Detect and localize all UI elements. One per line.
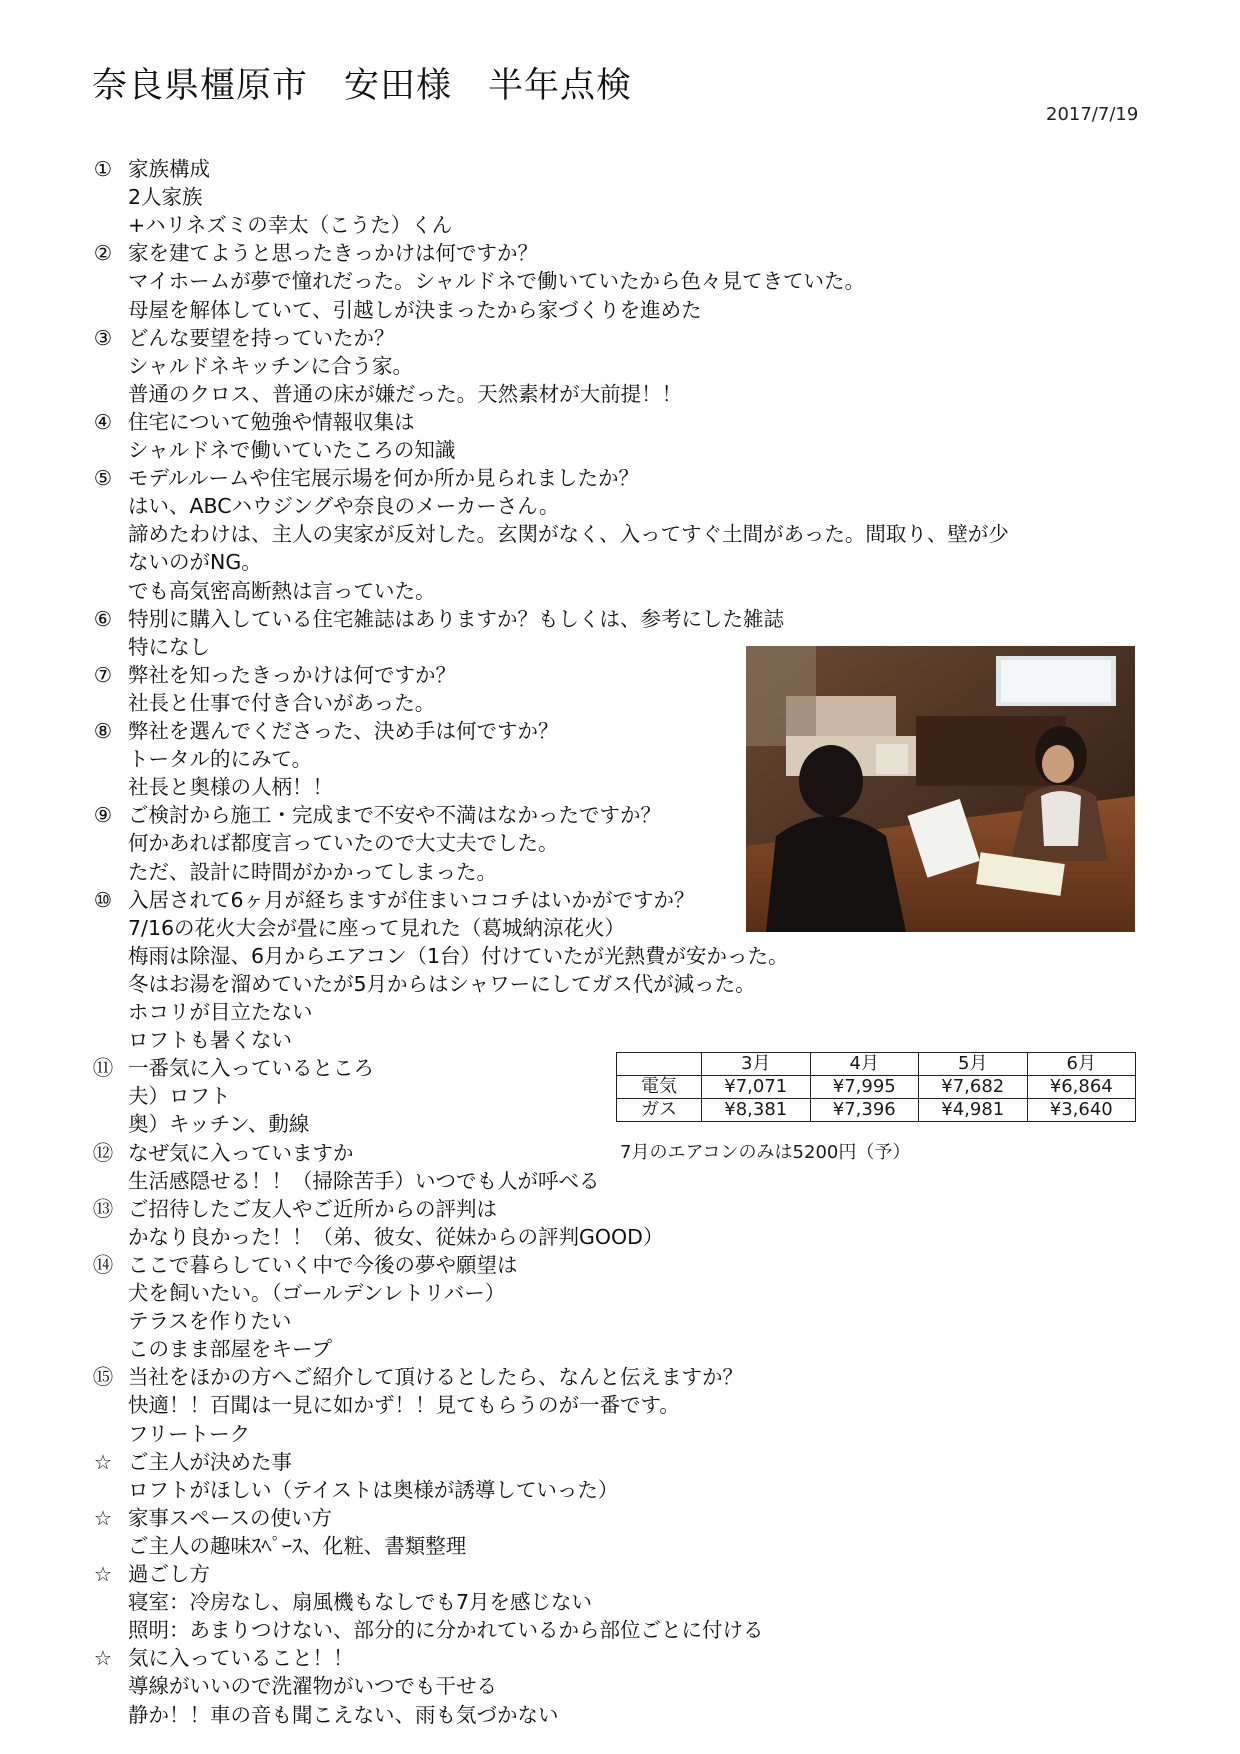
item-marker: ③ — [93, 326, 113, 350]
answer-text: 母屋を解体していて、引越しが決まったから家づくりを進めた — [128, 298, 702, 322]
answer-text: 夫）ロフト — [128, 1084, 231, 1108]
answer-text: 快適！！百聞は一見に如かず！！見てもらうのが一番です。 — [128, 1393, 680, 1417]
answer-text: 梅雨は除湿、6月からエアコン（1台）付けていたが光熱費が安かった。 — [128, 944, 789, 968]
cost-header-row — [617, 1053, 1136, 1076]
answer-text: このまま部屋をキープ — [128, 1337, 332, 1361]
cost-value: ¥7,682 — [919, 1076, 1028, 1099]
cost-label: ガス — [617, 1099, 702, 1122]
item-marker: ☆ — [93, 1506, 113, 1530]
answer-text: 導線がいいので洗濯物がいつでも干せる — [128, 1674, 497, 1698]
answer-text: 普通のクロス、普通の床が嫌だった。天然素材が大前提！！ — [128, 382, 683, 406]
document-date: 2017/7/19 — [1046, 104, 1139, 125]
answer-text: 冬はお湯を溜めていたが5月からはシャワーにしてガス代が減った。 — [128, 972, 756, 996]
page-title: 奈良県橿原市 安田様 半年点検 — [92, 66, 633, 106]
question-text: 家事スペースの使い方 — [128, 1506, 332, 1530]
cost-header-cell — [617, 1053, 702, 1076]
item-marker: ⑦ — [93, 663, 113, 687]
answer-text: 社長と仕事で付き合いがあった。 — [128, 691, 436, 715]
cost-header-cell: 4月 — [810, 1053, 919, 1076]
question-text: 家を建てようと思ったきっかけは何ですか？ — [128, 241, 538, 265]
answer-text: ホコリが目立たない — [128, 1000, 313, 1024]
question-text: モデルルームや住宅展示場を何か所か見られましたか？ — [128, 466, 639, 490]
answer-text: ご主人の趣味ｽﾍﾟｰｽ、化粧、書類整理 — [128, 1534, 467, 1558]
interview-photo-image — [746, 646, 1135, 932]
question-text: 家族構成 — [128, 157, 210, 181]
cost-value: ¥8,381 — [702, 1099, 811, 1122]
answer-text: かなり良かった！！（弟、彼女、従妹からの評判GOOD） — [128, 1225, 664, 1249]
item-marker: ⑧ — [93, 719, 113, 743]
answer-text: 特になし — [128, 635, 210, 659]
item-marker: ☆ — [93, 1450, 113, 1474]
answer-text: 静か！！車の音も聞こえない、雨も気づかない — [128, 1703, 559, 1727]
question-text: ご検討から施工・完成まで不安や不満はなかったですか？ — [128, 803, 661, 827]
answer-text: 寝室：冷房なし、扇風機もなしでも7月を感じない — [128, 1590, 593, 1614]
item-marker: ☆ — [93, 1562, 113, 1586]
cost-row-gas — [617, 1099, 1136, 1122]
answer-text: 諦めたわけは、主人の実家が反対した。玄関がなく、入ってすぐ土間があった。間取り、壁が少 — [128, 522, 1009, 546]
cost-value: ¥7,995 — [810, 1076, 919, 1099]
answer-text: 照明：あまりつけない、部分的に分かれているから部位ごとに付ける — [128, 1618, 764, 1642]
question-text: 気に入っていること！！ — [128, 1646, 354, 1670]
question-text: どんな要望を持っていたか？ — [128, 326, 395, 350]
answer-text: ロフトがほしい（テイストは奥様が誘導していった） — [128, 1478, 619, 1502]
question-text: 住宅について勉強や情報収集は — [128, 410, 415, 434]
answer-text: シャルドネで働いていたころの知識 — [128, 438, 456, 462]
answer-text: シャルドネキッチンに合う家。 — [128, 354, 413, 378]
item-marker: ④ — [93, 410, 113, 434]
item-marker: ① — [93, 157, 113, 181]
answer-text: 何かあれば都度言っていたので大丈夫でした。 — [128, 831, 559, 855]
cost-value: ¥7,396 — [810, 1099, 919, 1122]
answer-text: 生活感隠せる！！（掃除苦手）いつでも人が呼べる — [128, 1169, 600, 1193]
item-marker: ② — [93, 241, 113, 265]
question-text: 過ごし方 — [128, 1562, 210, 1586]
cost-header-cell: 6月 — [1027, 1053, 1136, 1076]
answer-text: ロフトも暑くない — [128, 1028, 292, 1052]
question-text: 弊社を選んでくださった、決め手は何ですか？ — [128, 719, 559, 743]
answer-text: 2人家族 — [128, 185, 203, 209]
item-marker: ⑥ — [93, 607, 113, 631]
question-text: 入居されて6ヶ月が経ちますが住まいココチはいかがですか？ — [128, 888, 695, 912]
question-text: なぜ気に入っていますか — [128, 1141, 354, 1165]
cost-header-cell: 5月 — [919, 1053, 1028, 1076]
answer-text: テラスを作りたい — [128, 1309, 292, 1333]
item-marker: ☆ — [93, 1646, 113, 1670]
question-text: ご主人が決めた事 — [128, 1450, 292, 1474]
item-marker: ⑮ — [92, 1365, 114, 1389]
item-marker: ⑬ — [92, 1197, 114, 1221]
cost-value: ¥7,071 — [702, 1076, 811, 1099]
item-marker: ⑭ — [92, 1253, 114, 1277]
aircon-cost-note: 7月のエアコンのみは5200円（予） — [620, 1142, 911, 1163]
cost-header-cell: 3月 — [702, 1053, 811, 1076]
answer-text: 7/16の花火大会が畳に座って見れた（葛城納涼花火） — [128, 916, 626, 940]
cost-value: ¥4,981 — [919, 1099, 1028, 1122]
answer-text: +ハリネズミの幸太（こうた）くん — [128, 213, 453, 237]
question-text: 特別に購入している住宅雑誌はありますか？もしくは、参考にした雑誌 — [128, 607, 784, 631]
cost-value: ¥3,640 — [1027, 1099, 1136, 1122]
question-text: 一番気に入っているところ — [128, 1056, 374, 1080]
utility-cost-table — [616, 1052, 1136, 1122]
cost-row-electricity — [617, 1076, 1136, 1099]
answer-text: でも高気密高断熱は言っていた。 — [128, 579, 436, 603]
answer-text: ないのがNG。 — [128, 550, 262, 574]
answer-text: 犬を飼いたい。（ゴールデンレトリバー） — [128, 1281, 506, 1305]
answer-text: ただ、設計に時間がかかってしまった。 — [128, 860, 497, 884]
item-marker: ⑨ — [93, 803, 113, 827]
answer-text: はい、ABCハウジングや奈良のメーカーさん。 — [128, 494, 560, 518]
interview-photo — [746, 646, 1135, 932]
answer-text: 社長と奥様の人柄！！ — [128, 775, 333, 799]
item-marker: ⑫ — [92, 1141, 114, 1165]
answer-text: トータル的にみて。 — [128, 747, 313, 771]
cost-value: ¥6,864 — [1027, 1076, 1136, 1099]
question-text: ご招待したご友人やご近所からの評判は — [128, 1197, 497, 1221]
question-text: 当社をほかの方へご紹介して頂けるとしたら、なんと伝えますか？ — [128, 1365, 743, 1389]
item-marker: ⑤ — [93, 466, 113, 490]
cost-label: 電気 — [617, 1076, 702, 1099]
answer-text: マイホームが夢で憧れだった。シャルドネで働いていたから色々見てきていた。 — [128, 269, 865, 293]
answer-text: フリートーク — [128, 1422, 251, 1446]
question-text: ここで暮らしていく中で今後の夢や願望は — [128, 1253, 518, 1277]
question-text: 弊社を知ったきっかけは何ですか？ — [128, 663, 456, 687]
answer-text: 奥）キッチン、動線 — [128, 1112, 310, 1136]
item-marker: ⑩ — [93, 888, 113, 912]
item-marker: ⑪ — [92, 1056, 114, 1080]
